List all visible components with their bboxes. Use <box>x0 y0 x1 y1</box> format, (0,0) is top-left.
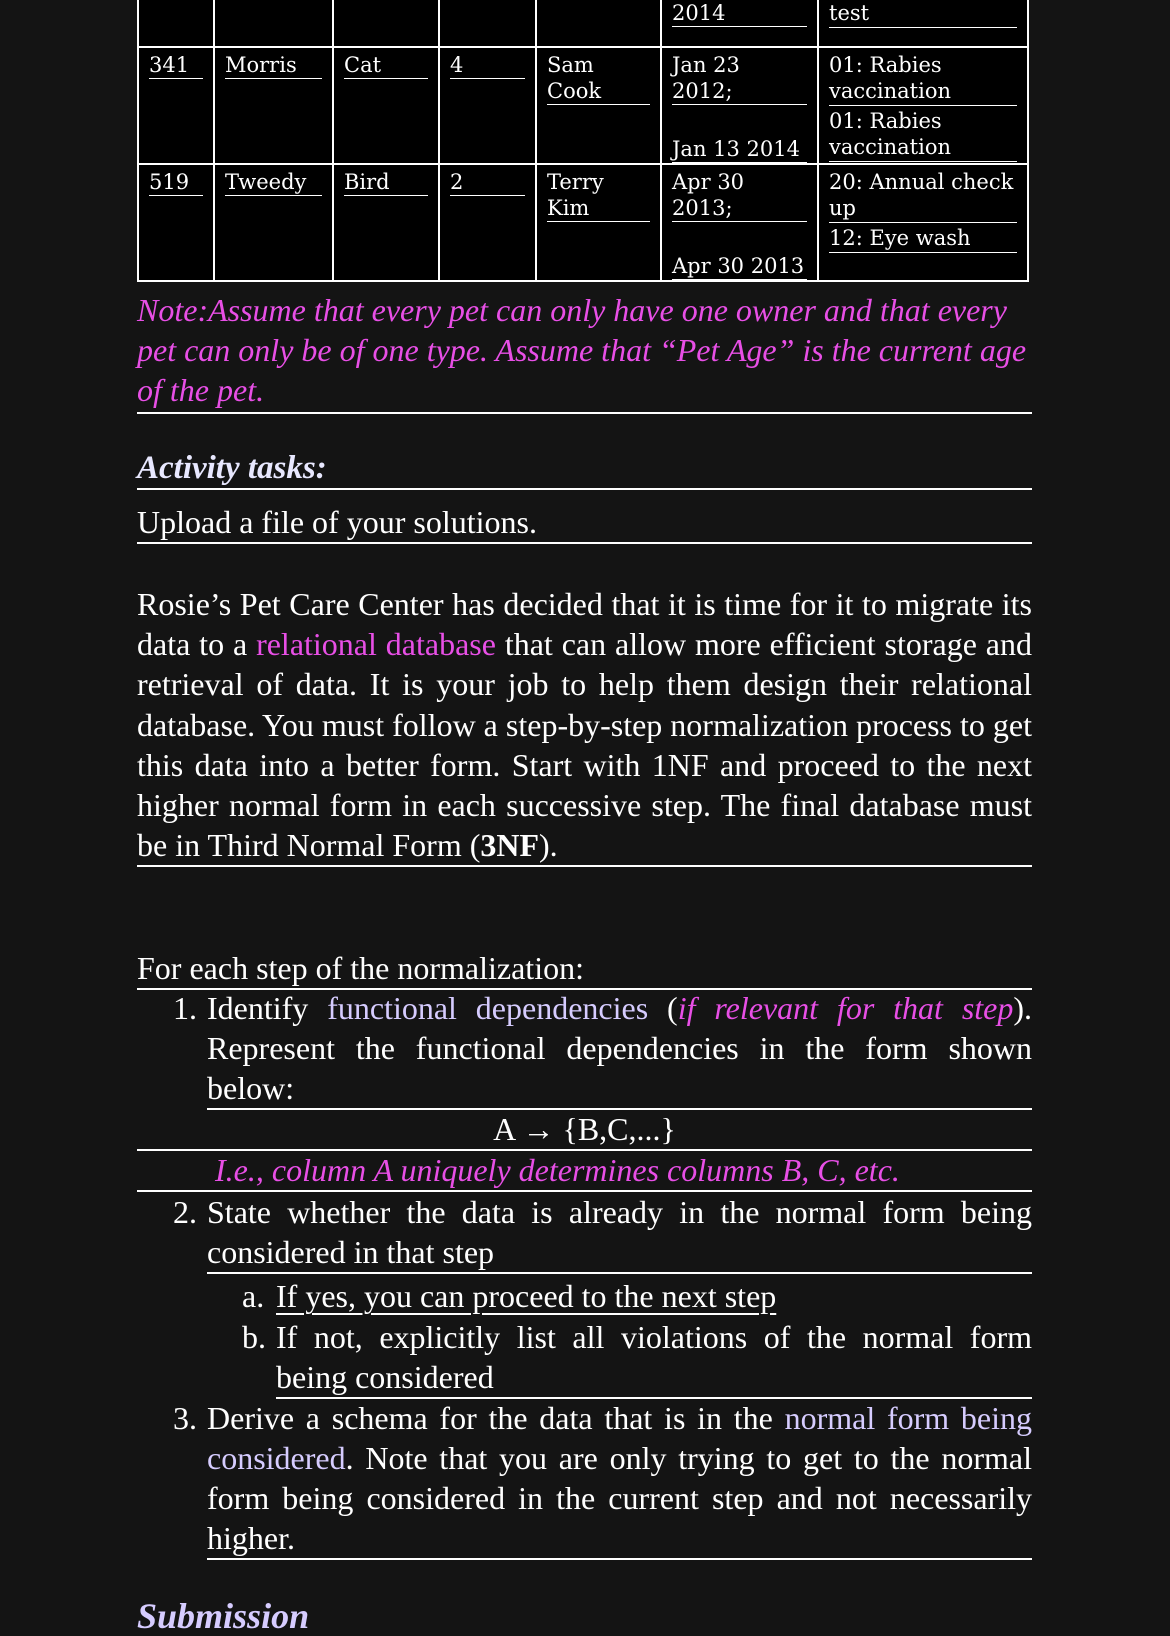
step-text: Identify <box>207 990 328 1026</box>
intro-text: ). <box>539 827 558 864</box>
visit-date: Apr 30 2013; <box>672 169 807 222</box>
fd-explanation <box>137 1150 1032 1192</box>
procedure-text: 12: Eye wash <box>829 225 1017 253</box>
visit-date-cell <box>661 0 818 47</box>
step-2a <box>242 1276 1032 1316</box>
step-1 <box>173 988 1033 1110</box>
step-text: ( <box>648 990 678 1026</box>
substep-letter: b. <box>242 1319 266 1355</box>
visit-date: Jan 13 2014 <box>672 136 807 163</box>
pet-id: 519 <box>149 169 203 196</box>
pet-age: 2 <box>450 169 525 196</box>
step-2 <box>173 1192 1032 1274</box>
table-row <box>138 0 1028 47</box>
functional-dependencies-link[interactable]: functional dependencies <box>327 990 649 1026</box>
procedure-cell <box>818 0 1028 47</box>
fd-formula: A → {B,C,...} <box>137 1109 1032 1151</box>
activity-tasks-heading: Activity tasks: <box>137 448 1032 490</box>
pet-name: Morris <box>225 52 322 79</box>
pet-type: Cat <box>344 52 428 79</box>
substep-text: If not, explicitly list all violations of the normal form being considered <box>276 1319 1032 1395</box>
step-number: 2. <box>173 1194 197 1230</box>
visit-date: Jan 23 2012; <box>672 52 807 105</box>
for-each-heading: For each step of the normalization: <box>137 948 1032 990</box>
step-number: 3. <box>173 1400 197 1436</box>
note-text: Note:Assume that every pet can only have one owner and that every pet can only be of one type. Assume that “Pet Age” is the current age of the pet. <box>137 290 1032 414</box>
pet-data-table <box>137 0 1029 282</box>
submission-heading: Submission <box>137 1596 310 1636</box>
pet-id: 341 <box>149 52 203 79</box>
step-2b <box>242 1317 1032 1399</box>
substep-text: If yes, you can proceed to the next step <box>276 1278 777 1314</box>
step-text: ). Represent the functional dependencies in the form shown below: <box>207 990 1033 1106</box>
pet-type: Bird <box>344 169 428 196</box>
pet-age: 4 <box>450 52 525 79</box>
step-text: State whether the data is already in the normal form being considered in that step <box>207 1194 1032 1270</box>
procedure-text: up <box>829 195 1017 223</box>
table-row <box>138 47 1028 164</box>
fd-explanation-text: I.e., column A uniquely determines columns B, C, etc. <box>215 1152 900 1188</box>
procedure-text: 01: Rabies <box>829 53 942 77</box>
procedure-text: 20: Annual check <box>829 170 1014 194</box>
intro-text: Rosie’s Pet Care Center has decided that it is time for it to migrate its data to a <box>137 586 1032 663</box>
procedure-text: 01: Rabies <box>829 109 942 133</box>
substep-letter: a. <box>242 1278 265 1314</box>
visit-date: Apr 30 2013 <box>672 253 807 280</box>
procedure-text: vaccination <box>829 134 1017 162</box>
owner-name: Terry Kim <box>547 169 650 222</box>
normal-form-link[interactable]: normal form being considered <box>207 1400 1033 1476</box>
procedure-text: test <box>829 0 1017 28</box>
step-text: . Note that you are only trying to get to the normal form being considered in the current step and not necessarily higher. <box>207 1440 1032 1556</box>
procedure-text: vaccination <box>829 78 1017 106</box>
intro-bold-3nf: 3NF <box>480 827 540 864</box>
owner-name: Sam Cook <box>547 52 650 105</box>
visit-date: 2014 <box>672 0 807 27</box>
step-number: 1. <box>173 990 197 1026</box>
step-text: Derive a schema for the data that is in the <box>207 1400 785 1436</box>
table-row <box>138 164 1028 281</box>
intro-paragraph <box>137 584 1032 867</box>
step-italic: if relevant for that step <box>677 990 1014 1026</box>
pet-name: Tweedy <box>225 169 322 196</box>
relational-database-link[interactable]: relational database <box>256 626 496 663</box>
intro-text: that can allow more efficient storage and retrieval of data. It is your job to help them design their relational database. You must follow a step-by-step normalization process to get this data into a better form. Start with 1NF and proceed to the next higher normal form in each successive step. The final database must be in Third Normal Form ( <box>137 626 1033 864</box>
step-3 <box>173 1398 1033 1560</box>
upload-instruction: Upload a file of your solutions. <box>137 502 1032 544</box>
